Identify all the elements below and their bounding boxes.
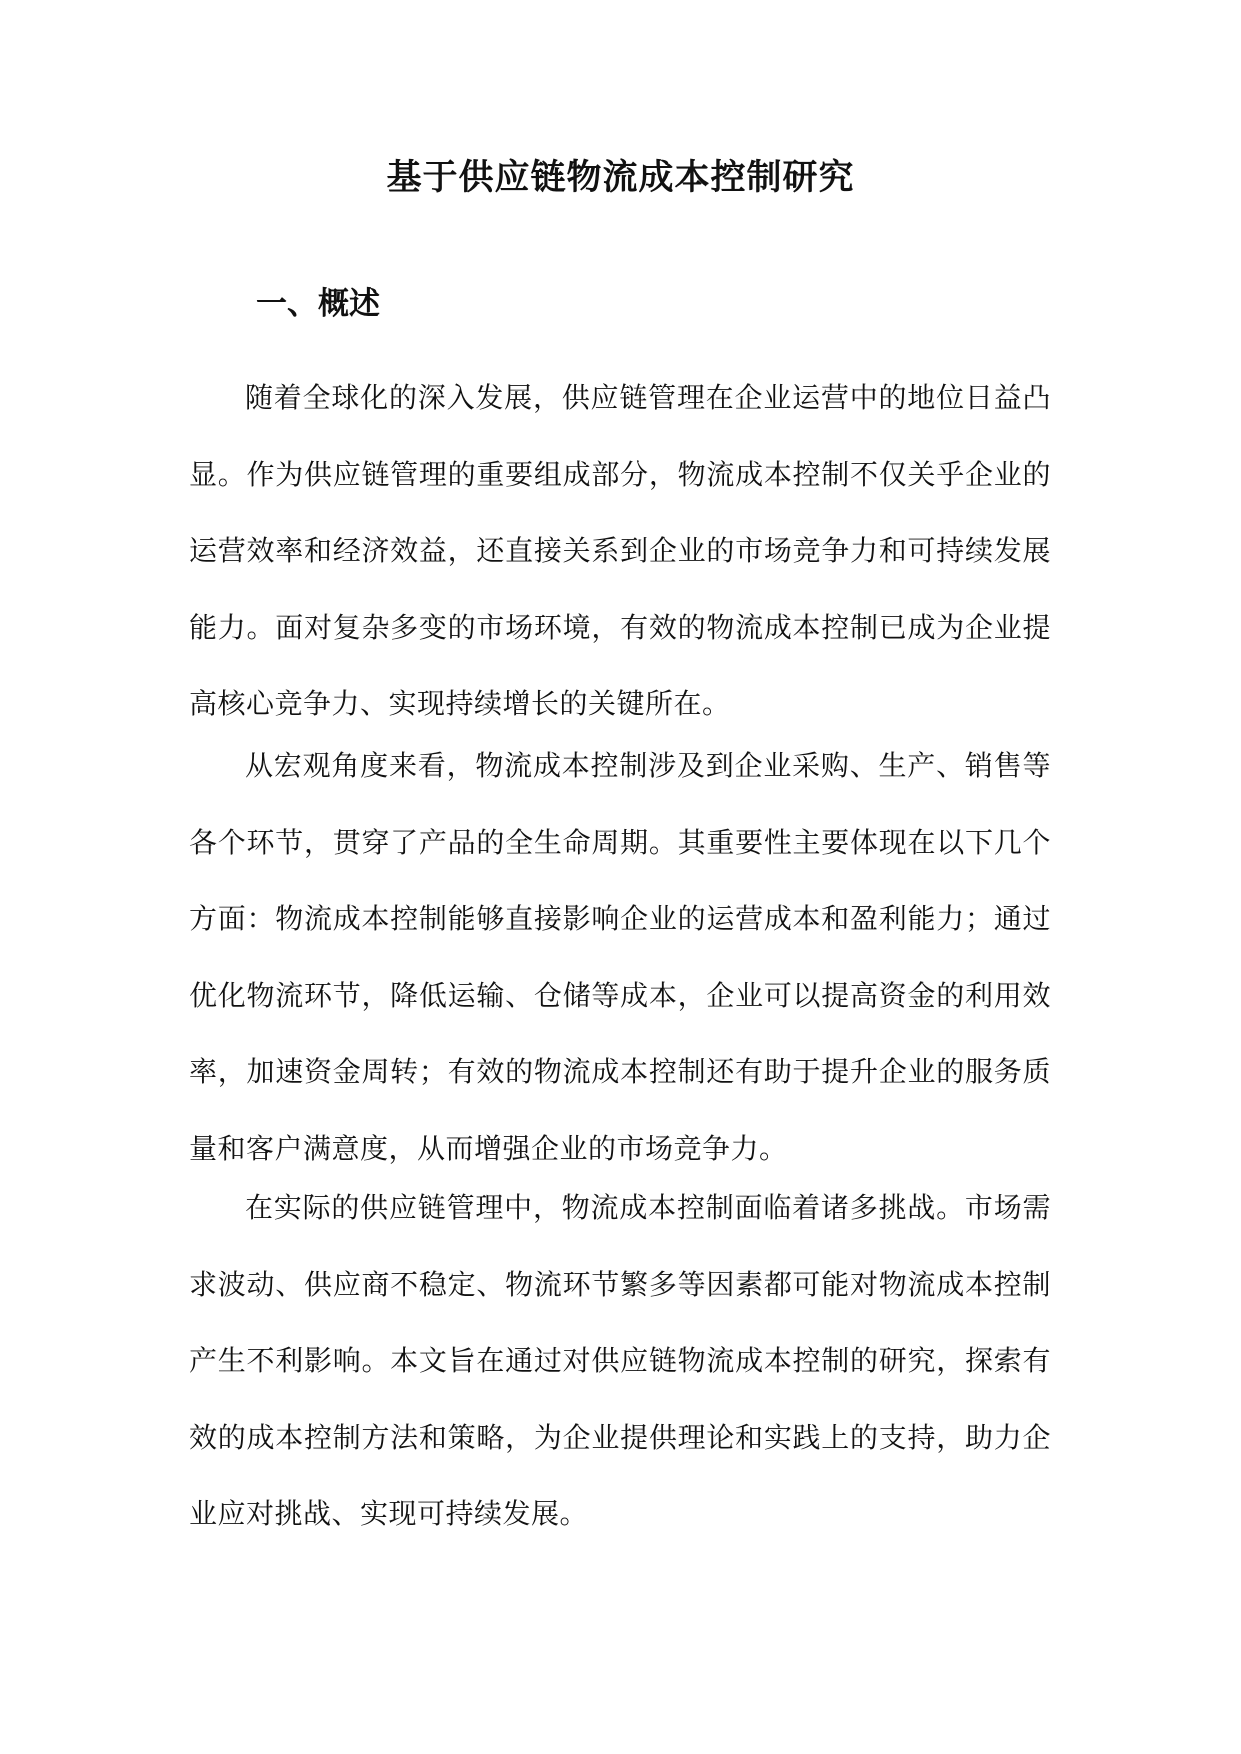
section-heading: 一、概述 <box>256 286 380 322</box>
paragraph-2: 从宏观角度来看，物流成本控制涉及到企业采购、生产、销售等各个环节，贯穿了产品的全生命周期。其重要性主要体现在以下几个方面：物流成本控制能够直接影响企业的运营成本和盈利能力；通过优化物流环节，降低运输、仓储等成本，企业可以提高资金的利用效率，加速资金周转；有效的物流成本控制还有助于提升企业的服务质量和客户满意度，从而增强企业的市场竞争力。 <box>189 749 1051 1165</box>
paragraph-3: 在实际的供应链管理中，物流成本控制面临着诸多挑战。市场需求波动、供应商不稳定、物流环节繁多等因素都可能对物流成本控制产生不利影响。本文旨在通过对供应链物流成本控制的研究，探索有效的成本控制方法和策略，为企业提供理论和实践上的支持，助力企业应对挑战、实现可持续发展。 <box>189 1191 1051 1530</box>
paragraph-1: 随着全球化的深入发展，供应链管理在企业运营中的地位日益凸显。作为供应链管理的重要组成部分，物流成本控制不仅关乎企业的运营效率和经济效益，还直接关系到企业的市场竞争力和可持续发展能力。面对复杂多变的市场环境，有效的物流成本控制已成为企业提高核心竞争力、实现持续增长的关键所在。 <box>189 381 1051 720</box>
document-title: 基于供应链物流成本控制研究 <box>386 157 855 198</box>
